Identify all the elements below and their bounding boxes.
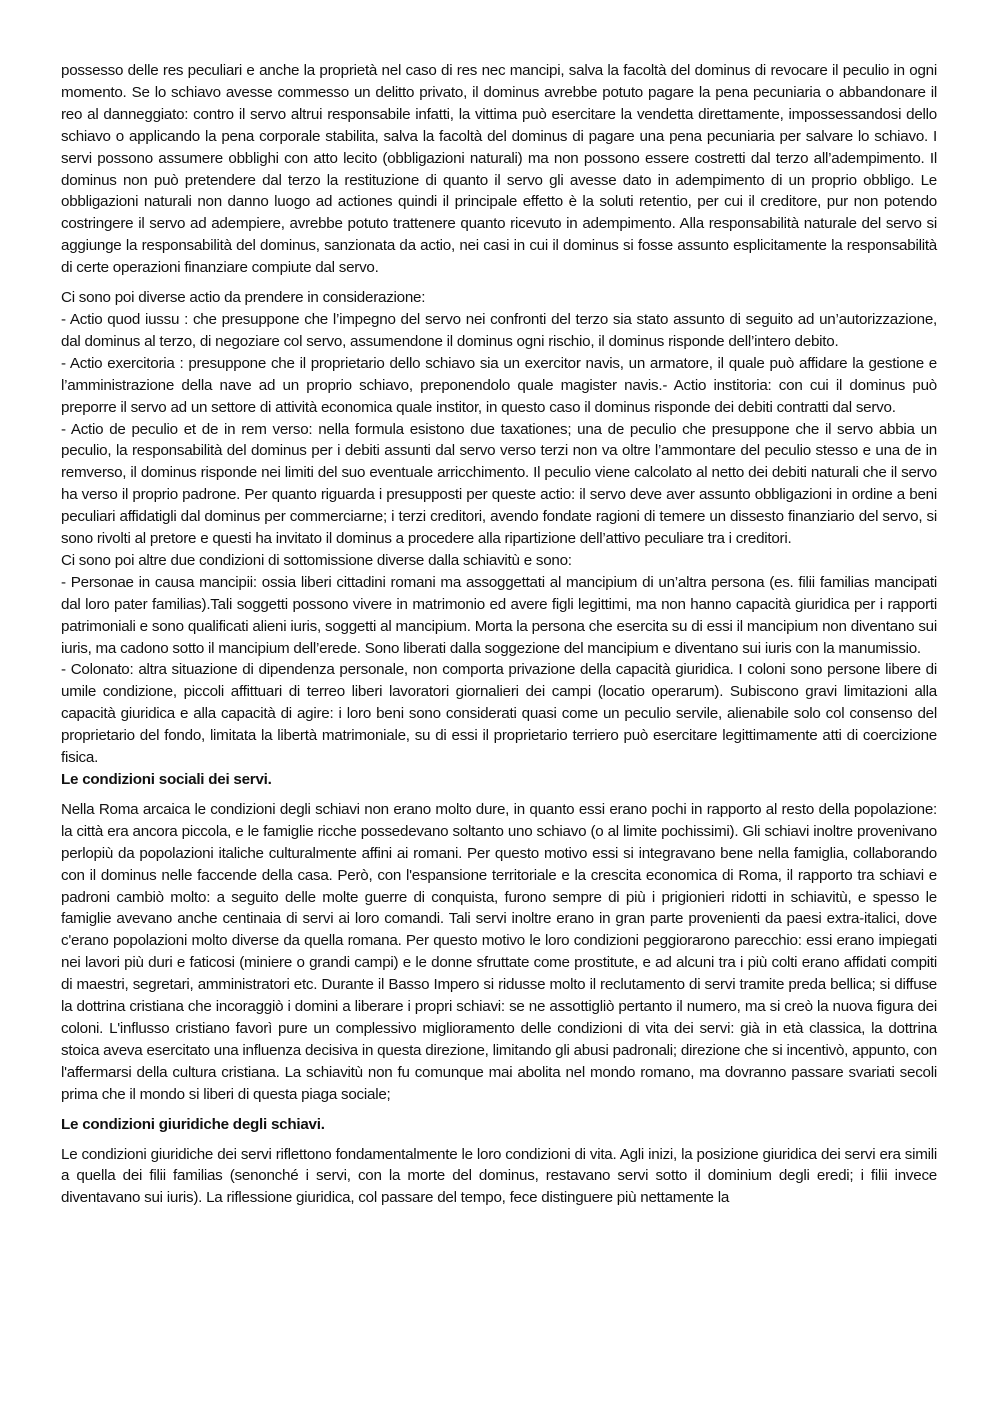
document-page (61, 60, 937, 1209)
paragraph-condizioni-giuridiche: Le condizioni giuridiche dei servi riflettono fondamentalmente le loro condizioni di vita. Agli inizi, la posizione giuridica dei servi era simili a quella dei filii familias (senonché i servi, con la morte del dominus, restavano servi sotto il dominium degli eredi; i filii invece diventavano sui iuris). La riflessione giuridica, col passare del tempo, fece distinguere più nettamente la (61, 1145, 937, 1207)
paragraph-peculio: possesso delle res peculiari e anche la proprietà nel caso di res nec mancipi, salva la facoltà del dominus di revocare il peculio in ogni momento. Se lo schiavo avesse commesso un delitto privato, il dominus avrebbe potuto pagare la pena pecuniaria o abbandonare il reo al danneggiato: contro il servo altrui responsabile infatti, la vittima può esercitare la vendetta direttamente, impossessandosi dello schiavo o applicando la pena corporale stabilita, salva la facoltà del dominus di pagare una pena pecuniaria per salvare lo schiavo. I servi possono assumere obblighi con atto lecito (obbligazioni naturali) ma non possono essere costretti dal terzo all’adempimento. Il dominus non può pretendere dal terzo la restituzione di quanto il servo gli avesse dato in adempimento di un proprio obbligo. Le obbligazioni naturali non danno luogo ad actiones quindi il principale effetto è la soluti retentio, per cui il creditore, pur non potendo costringere il servo ad adempiere, avrebbe potuto trattenere quanto ricevuto in adempimento. Alla responsabilità naturale del servo si aggiunge la responsabilità del dominus, sanzionata da actio, nei casi in cui il dominus si fosse assunto esplicitamente la responsabilità di certe operazioni finanziare compiute dal servo. (61, 62, 937, 277)
list-item-actio-quod-iussu: - Actio quod iussu : che presuppone che l’impegno del servo nei confronti del terzo sia stato assunto di seguito ad un’autorizzazione, dal dominus al terzo, di negoziare col servo, assumendone il dominus ogni rischio, il dominus risponde dell’intero debito. (61, 310, 937, 350)
list-item-personae-in-causa-mancipii: - Personae in causa mancipii: ossia liberi cittadini romani ma assoggettati al mancipium di un’altra persona (es. filii familias mancipati dal loro pater familias).Tali soggetti possono vivere in matrimonio ed avere figli legittimi, ma non hanno capacità giuridica per i rapporti patrimoniali e sono qualificati alieni iuris, soggetti al mancipium. Morta la persona che esercita su di essi il mancipium non diventano sui iuris, ma cadono sotto il mancipium dell’erede. Sono liberati dalla soggezione del mancipium e diventano sui iuris con la manumissio. (61, 573, 937, 657)
section-heading-condizioni-giuridiche: Le condizioni giuridiche degli schiavi. (61, 1115, 325, 1133)
list-item-actio-exercitoria: - Actio exercitoria : presuppone che il proprietario dello schiavo sia un exercitor navis, un armatore, il quale può affidare la gestione e l’amministrazione della nave ad un proprio schiavo, preponendolo quale magister navis.- Actio institoria: con cui il dominus può preporre il servo ad un settore di attività economica quale institor, in questo caso il dominus risponde dei debiti contratti dal servo. (61, 354, 937, 416)
actio-intro: Ci sono poi diverse actio da prendere in considerazione: (61, 289, 426, 307)
condizioni-intro: Ci sono poi altre due condizioni di sottomissione diverse dalla schiavitù e sono: (61, 551, 572, 569)
paragraph-condizioni-sociali: Nella Roma arcaica le condizioni degli schiavi non erano molto dure, in quanto essi erano pochi in rapporto al resto della popolazione: la città era ancora piccola, e le famiglie ricche possedevano soltanto uno schiavo (o al limite pochissimi). Gli schiavi inoltre provenivano perlopiù da popolazioni italiche culturalmente affini ai romani. Per questo motivo essi si integravano bene nella famiglia, collaborando con il dominus nelle faccende della casa. Però, con l'espansione territoriale e la crescita economica di Roma, il rapporto tra schiavi e padroni cambiò molto: a seguito delle molte guerre di conquista, furono sempre di più i prigionieri ridotti in schiavitù, e spesso le famiglie avevano anche centinaia di servi ai loro comandi. Tali servi inoltre erano in gran parte provenienti da paesi extra-italici, dove c'erano popolazioni molto diverse da quella romana. Per questo motivo le loro condizioni peggiorarono parecchio: essi erano impiegati nei lavori più duri e faticosi (miniere o grandi campi) e le donne sfruttate come prostitute, e ad alcuni tra i più colti erano affidati compiti di maestri, segretari, amministratori etc. Durante il Basso Impero si ridusse molto il reclutamento di servi tramite preda bellica; si diffuse la dottrina cristiana che incoraggiò i domini a liberare i propri schiavi: se ne assottigliò pertanto il numero, ma si creò la nuova figura dei coloni. L'influsso cristiano favorì pure un complessivo miglioramento delle condizioni di vita dei servi: già in età classica, la dottrina stoica aveva esercitato una influenza decisiva in questa direzione, limitando gli abusi padronali; direzione che si incentivò, appunto, con l'affermarsi della cultura cristiana. La schiavitù non fu comunque mai abolita nel mondo romano, ma dovranno passare svariati secoli prima che il mondo si liberi di questa piaga sociale; (61, 800, 937, 1103)
section-heading-condizioni-sociali: Le condizioni sociali dei servi. (61, 771, 272, 788)
list-item-colonato: - Colonato: altra situazione di dipendenza personale, non comporta privazione della capacità giuridica. I coloni sono persone libere di umile condizione, piccoli affittuari di terreo liberi lavoratori giornalieri dei campi (locatio operarum). Subiscono gravi limitazioni alla capacità giuridica e alla capacità di agire: i loro beni sono considerati quasi come un peculio servile, alienabile solo col consenso del proprietario del fondo, limitata la libertà matrimoniale, su di essi il proprietario terriero può esercitare legittimamente atti di coercizione fisica. (61, 661, 937, 767)
list-item-actio-de-peculio: - Actio de peculio et de in rem verso: nella formula esistono due taxationes; una de peculio che presuppone che il servo abbia un peculio, la responsabilità del dominus per i debiti assunti dal servo verso terzi non va oltre l’ammontare del peculio stesso e una de in remverso, il dominus risponde nei limiti del suo eventuale arricchimento. Il peculio viene calcolato al netto dei debiti naturali che il servo ha verso il proprio padrone. Per quanto riguarda i presupposti per queste actio: il servo deve aver assunto obbligazioni in ordine a beni peculiari affidatigli dal dominus per commerciarne; i terzi creditori, avendo fondate ragioni di temere un dissesto finanziario del servo, si sono rivolti al pretore e questi ha invitato il dominus a procedere alla ripartizione dell’attivo peculiare tra i creditori. (61, 420, 937, 548)
